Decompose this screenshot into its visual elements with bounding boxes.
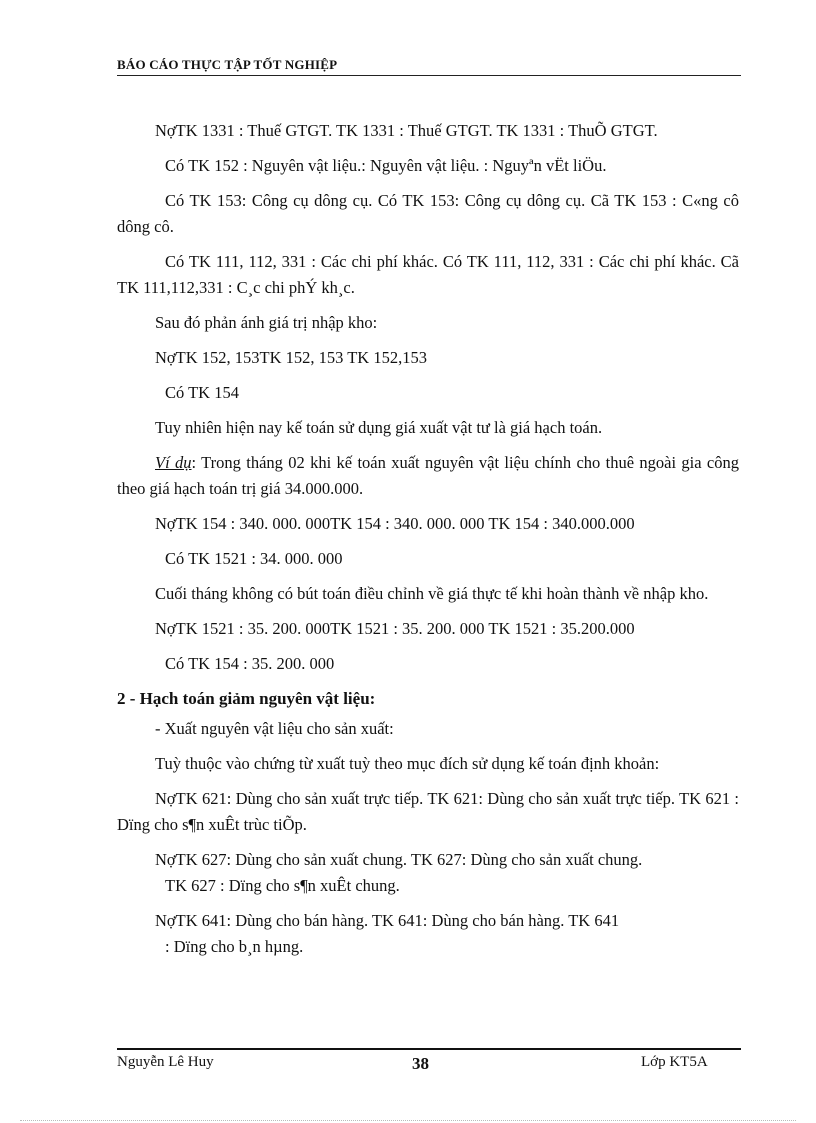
paragraph-accounting-price: Tuy nhiên hiện nay kế toán sử dụng giá xuất vật tư là giá hạch toán. [155, 418, 603, 437]
example-paragraph [117, 450, 739, 502]
entry-co-tk-153: Có TK 153: Công cụ dông cụ. Có TK 153: Công cụ dông cụ. Cã TK 153 : C«ng cô dông cô. [117, 191, 739, 236]
entry-no-tk-1521: NợTK 1521 : 35. 200. 000TK 1521 : 35. 200. 000 TK 1521 : 35.200.000 [155, 619, 635, 638]
entry-no-tk-641: NợTK 641: Dùng cho bán hàng. TK 641: Dùng cho bán hàng. TK 641 [155, 911, 620, 930]
entry-tk-627-chung: TK 627 : Dïng cho s¶n xuÊt chung. [165, 876, 400, 895]
entry-co-tk-154: Có TK 154 [165, 383, 239, 402]
entry-no-tk-621: NợTK 621: Dùng cho sản xuất trực tiếp. TK 621: Dùng cho sản xuất trực tiếp. TK 621 : Dïng cho s¶n xuÊt trùc tiÕp. [117, 789, 739, 834]
page-bottom-edge [20, 1120, 796, 1121]
section-item-depends: Tuỳ thuộc vào chứng từ xuất tuỳ theo mục đích sử dụng kế toán định khoản: [155, 754, 660, 773]
header-divider [117, 75, 741, 76]
footer-page-number: 38 [412, 1054, 429, 1073]
entry-co-tk-111-112-331: Có TK 111, 112, 331 : Các chi phí khác. Có TK 111, 112, 331 : Các chi phí khác. Cã TK 111,112,331 : C¸c chi phÝ kh¸c. [117, 252, 739, 297]
entry-co-tk-154-final: Có TK 154 : 35. 200. 000 [165, 654, 335, 673]
section-heading: 2 - Hạch toán giảm nguyên vật liệu: [117, 689, 376, 708]
section-item-export: - Xuất nguyên vật liệu cho sản xuất: [155, 719, 394, 738]
entry-no-tk-627: NợTK 627: Dùng cho sản xuất chung. TK 627: Dùng cho sản xuất chung. [155, 850, 643, 869]
paragraph-import-value: Sau đó phản ánh giá trị nhập kho: [155, 313, 378, 332]
footer-divider [117, 1048, 741, 1050]
page-header-title: BÁO CÁO THỰC TẬP TỐT NGHIỆP [117, 57, 338, 72]
paragraph-month-end: Cuối tháng không có bút toán điều chỉnh về giá thực tế khi hoàn thành về nhập kho. [155, 584, 709, 603]
example-label: Ví dụ [155, 453, 192, 472]
entry-co-tk-1521: Có TK 1521 : 34. 000. 000 [165, 549, 343, 568]
entry-no-tk-152-153: NợTK 152, 153TK 152, 153 TK 152,153 [155, 348, 427, 367]
page-body [117, 118, 739, 969]
entry-tk-641-ban-hang: : Dïng cho b¸n hµng. [165, 937, 304, 956]
entry-no-tk-154: NợTK 154 : 340. 000. 000TK 154 : 340. 000. 000 TK 154 : 340.000.000 [155, 514, 635, 533]
footer-author: Nguyễn Lê Huy [117, 1054, 214, 1070]
entry-no-tk-1331: NợTK 1331 : Thuế GTGT. TK 1331 : Thuế GTGT. TK 1331 : ThuÕ GTGT. [155, 121, 658, 140]
entry-co-tk-152: Có TK 152 : Nguyên vật liệu.: Nguyên vật liệu. : Nguyªn vËt liÖu. [165, 156, 607, 175]
example-text: : Trong tháng 02 khi kế toán xuất nguyên vật liệu chính cho thuê ngoài gia công theo giá hạch toán trị giá 34.000.000. [117, 453, 739, 498]
footer-class: Lớp KT5A [641, 1054, 708, 1070]
